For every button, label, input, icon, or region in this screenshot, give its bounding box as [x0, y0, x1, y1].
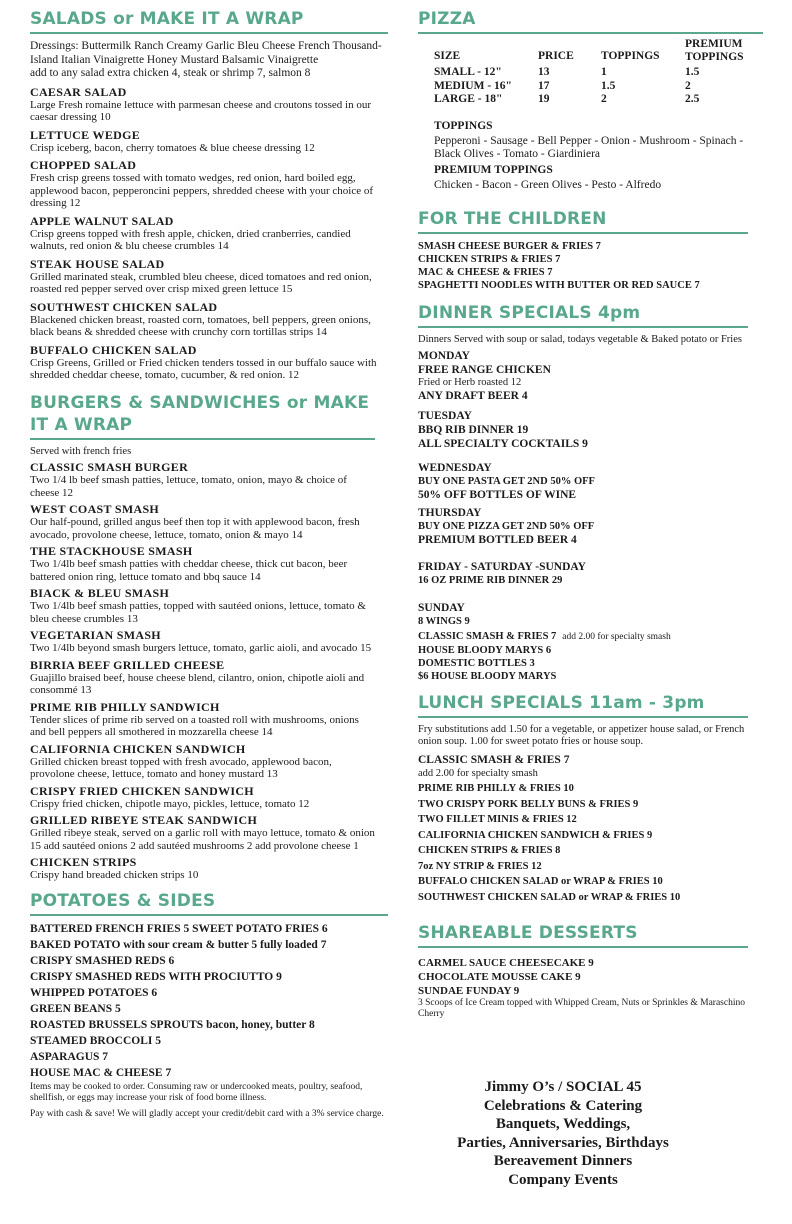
- burgers-rule: [30, 438, 375, 440]
- burger-item-desc: Grilled ribeye steak, served on a garlic roll with mayo lettuce, tomato & onion 15 add sautéed onions 2 add sautéed mushrooms 2 add provolone cheese 1: [30, 827, 375, 852]
- salads-rule: [30, 32, 388, 34]
- burgers-section: [30, 392, 390, 882]
- dinner-heading: DINNER SPECIALS 4pm: [418, 303, 641, 323]
- monday-drink: ANY DRAFT BEER 4: [418, 390, 528, 402]
- salads-list: [30, 85, 390, 382]
- salad-item-name: LETTUCE WEDGE: [30, 127, 141, 142]
- salad-item-name: STEAK HOUSE SALAD: [30, 256, 165, 271]
- salad-item: [30, 257, 390, 296]
- sunday-domestic-bottles: DOMESTIC BOTTLES 3: [418, 657, 535, 669]
- burger-item: [30, 784, 390, 811]
- side-item: STEAMED BROCCOLI 5: [30, 1034, 161, 1047]
- lunch-item: SOUTHWEST CHICKEN SALAD or WRAP & FRIES 10: [418, 891, 681, 903]
- burger-item: [30, 700, 390, 739]
- payment-note: Pay with cash & save! We will gladly accept your credit/debit card with a 3% service charge.: [30, 1108, 384, 1119]
- sunday-smash: CLASSIC SMASH & FRIES 7: [418, 631, 557, 642]
- promo-line-banquets: Banquets, Weddings,: [495, 1116, 631, 1132]
- lunch-section: [418, 692, 763, 904]
- dessert-sundae: SUNDAE FUNDAY 9: [418, 984, 520, 997]
- sides-rule: [30, 914, 388, 916]
- premium-toppings-list: Chicken - Bacon - Green Olives - Pesto - Alfredo: [434, 178, 662, 191]
- pizza-premium-price: 2.5: [685, 93, 700, 105]
- side-item: ROASTED BRUSSELS SPROUTS bacon, honey, butter 8: [30, 1018, 315, 1031]
- tuesday-drink: ALL SPECIALTY COCKTAILS 9: [418, 438, 588, 450]
- burger-item: [30, 742, 390, 781]
- pizza-row: [434, 93, 755, 107]
- lunch-item: TWO CRISPY PORK BELLY BUNS & FRIES 9: [418, 798, 639, 810]
- burger-item: [30, 628, 390, 655]
- pizza-size: LARGE - 18": [434, 93, 503, 105]
- burger-item-desc: Guajillo braised beef, house cheese blend, cilantro, onion, chipotle aioli and consommé 13: [30, 671, 365, 696]
- children-heading: FOR THE CHILDREN: [418, 209, 607, 229]
- lunch-item: TWO FILLET MINIS & FRIES 12: [418, 814, 577, 825]
- burger-item-desc: Two 1/4lb beef smash patties, topped with sautéed onions, lettuce, tomato & bleu cheese crumbles 13: [30, 600, 366, 625]
- lunch-heading: LUNCH SPECIALS 11am - 3pm: [418, 692, 705, 713]
- pizza-price: 19: [538, 93, 550, 105]
- pizza-col-premium: PREMIUM TOPPINGS: [685, 38, 744, 63]
- side-item: HOUSE MAC & CHEESE 7: [30, 1066, 172, 1079]
- salad-item-name: APPLE WALNUT SALAD: [30, 213, 174, 228]
- salads-addons: add to any salad extra chicken 4, steak or shrimp 7, salmon 8: [30, 67, 311, 79]
- burger-item: [30, 813, 390, 852]
- salad-item: [30, 300, 390, 339]
- salad-item: [30, 158, 390, 210]
- desserts-rule: [418, 946, 748, 948]
- pizza-col-toppings: TOPPINGS: [601, 49, 660, 62]
- promo-line-bereavement: Bereavement Dinners: [493, 1153, 633, 1169]
- food-safety-disclaimer: Items may be cooked to order. Consuming raw or undercooked meats, poultry, seafood, shellfish, or eggs may increase your risk of food borne illness.: [30, 1081, 363, 1103]
- salads-dressings: Dressings: Buttermilk Ranch Creamy Garlic Bleu Cheese French Thousand-Island Italian Vinaigrette Honey Mustard Balsamic Vinaigrette: [30, 40, 382, 66]
- burger-item: [30, 544, 390, 583]
- children-item: SPAGHETTI NOODLES WITH BUTTER OR RED SAUCE 7: [418, 280, 700, 291]
- monday-special: FREE RANGE CHICKEN: [418, 363, 551, 376]
- lunch-note: Fry substitutions add 1.50 for a vegetable, or appetizer house salad, or French onion soup. 1.00 for sweet potato fries or house soup.: [418, 723, 745, 747]
- toppings-list: Pepperoni - Sausage - Bell Pepper - Onion - Mushroom - Spinach - Black Olives - Tomato - Giardiniera: [434, 134, 744, 160]
- promo-line-parties: Parties, Anniversaries, Birthdays: [457, 1134, 669, 1151]
- thursday-special: BUY ONE PIZZA GET 2ND 50% OFF: [418, 521, 595, 532]
- salad-item: [30, 128, 390, 155]
- salad-item-name: CAESAR SALAD: [30, 84, 127, 99]
- right-column: [418, 8, 763, 1020]
- promo-line-venue: Jimmy O’s / SOCIAL 45: [484, 1079, 642, 1095]
- burgers-heading-line2: IT A WRAP: [30, 414, 133, 435]
- promo-line-company: Company Events: [508, 1171, 618, 1188]
- dessert-cheesecake: CARMEL SAUCE CHEESECAKE 9: [418, 956, 594, 969]
- burger-item-name: CLASSIC SMASH BURGER: [30, 460, 189, 474]
- salad-item-desc: Grilled marinated steak, crumbled bleu cheese, diced tomatoes and red onion, roasted red pepper served over crisp mixed green lettuce 15: [30, 270, 372, 295]
- pizza-price: 13: [538, 66, 550, 78]
- burger-item-name: GRILLED RIBEYE STEAK SANDWICH: [30, 813, 258, 827]
- weekend-label: FRIDAY - SATURDAY -SUNDAY: [418, 561, 586, 573]
- burger-item-name: CRISPY FRIED CHICKEN SANDWICH: [30, 783, 254, 798]
- burger-item: [30, 502, 390, 541]
- side-item: CRISPY SMASHED REDS 6: [30, 954, 175, 967]
- pizza-premium-price: 1.5: [685, 66, 700, 78]
- burgers-heading-line1: BURGERS & SANDWICHES or MAKE: [30, 392, 370, 413]
- thursday-label: THURSDAY: [418, 507, 482, 519]
- pizza-toppings-price: 2: [601, 93, 607, 105]
- sides-heading: POTATOES & SIDES: [30, 890, 216, 911]
- left-column: [30, 8, 390, 1120]
- pizza-size: MEDIUM - 16": [434, 79, 512, 92]
- lunch-list: [418, 782, 763, 904]
- salad-item-desc: Crisp greens topped with fresh apple, chicken, dried cranberries, candied walnuts, red onion & blu cheese crumbles 14: [30, 227, 351, 252]
- lunch-item: PRIME RIB PHILLY & FRIES 10: [418, 783, 574, 794]
- burger-item-name: BIACK & BLEU SMASH: [30, 586, 170, 600]
- burgers-list: [30, 460, 390, 882]
- pizza-heading: PIZZA: [418, 9, 476, 29]
- pizza-toppings-price: 1.5: [601, 79, 616, 92]
- pizza-row: [434, 80, 755, 94]
- sides-section: [30, 890, 390, 1121]
- pizza-size: SMALL - 12": [434, 66, 502, 78]
- burger-item-desc: Our half-pound, grilled angus beef then top it with applewood bacon, fresh avocado, provolone cheese, lettuce, tomato, onion & mayo 14: [30, 516, 360, 541]
- salad-item-name: SOUTHWEST CHICKEN SALAD: [30, 299, 218, 314]
- salad-item-name: CHOPPED SALAD: [30, 158, 137, 172]
- promo-block: [418, 1078, 708, 1189]
- side-item: BATTERED FRENCH FRIES 5 SWEET POTATO FRIES 6: [30, 922, 328, 935]
- lunch-item: CALIFORNIA CHICKEN SANDWICH & FRIES 9: [418, 829, 653, 841]
- desserts-section: [418, 922, 763, 1020]
- desserts-heading: SHAREABLE DESSERTS: [418, 922, 638, 943]
- pizza-col-price: PRICE: [538, 49, 574, 62]
- children-item: SMASH CHEESE BURGER & FRIES 7: [418, 241, 601, 252]
- burger-item-desc: Two 1/4lb beyond smash burgers lettuce, tomato, garlic aioli, and avocado 15: [30, 642, 372, 654]
- weekend-special: 16 OZ PRIME RIB DINNER 29: [418, 575, 563, 586]
- sunday-house-bloody-marys: $6 HOUSE BLOODY MARYS: [418, 670, 557, 682]
- burger-item-desc: Tender slices of prime rib served on a toasted roll with mushrooms, onions and bell peppers all smothered in mozzarella cheese 14: [30, 713, 359, 738]
- burger-item-desc: Crispy hand breaded chicken strips 10: [30, 869, 199, 881]
- salad-item-name: BUFFALO CHICKEN SALAD: [30, 342, 197, 357]
- sunday-wings: 8 WINGS 9: [418, 616, 470, 627]
- lunch-item: CHICKEN STRIPS & FRIES 8: [418, 845, 561, 856]
- premium-toppings-label: PREMIUM TOPPINGS: [434, 163, 553, 176]
- salads-heading: SALADS or MAKE IT A WRAP: [30, 9, 304, 29]
- children-list: [418, 240, 763, 292]
- side-item: CRISPY SMASHED REDS WITH PROCIUTTO 9: [30, 970, 282, 983]
- dinner-section: [418, 302, 763, 683]
- pizza-header-row: [434, 38, 755, 63]
- dessert-mousse-cake: CHOCOLATE MOUSSE CAKE 9: [418, 970, 581, 983]
- salad-item-desc: Crisp iceberg, bacon, cherry tomatoes & blue cheese dressing 12: [30, 141, 315, 154]
- monday-special-desc: Fried or Herb roasted 12: [418, 376, 522, 388]
- burger-item-name: THE STACKHOUSE SMASH: [30, 544, 193, 558]
- children-item: MAC & CHEESE & FRIES 7: [418, 267, 553, 278]
- lunch-item: BUFFALO CHICKEN SALAD or WRAP & FRIES 10: [418, 876, 663, 887]
- wednesday-special: BUY ONE PASTA GET 2ND 50% OFF: [418, 476, 595, 487]
- children-rule: [418, 232, 748, 234]
- children-item: CHICKEN STRIPS & FRIES 7: [418, 254, 561, 265]
- side-item: BAKED POTATO with sour cream & butter 5 fully loaded 7: [30, 938, 327, 951]
- side-item: WHIPPED POTATOES 6: [30, 986, 158, 999]
- burger-item-name: CALIFORNIA CHICKEN SANDWICH: [30, 741, 246, 756]
- burger-item-desc: Crispy fried chicken, chipotle mayo, pickles, lettuce, tomato 12: [30, 797, 310, 810]
- toppings-label: TOPPINGS: [434, 119, 493, 132]
- sunday-bloody-marys: HOUSE BLOODY MARYS 6: [418, 644, 552, 656]
- pizza-price-table: [434, 38, 755, 107]
- burger-item-desc: Two 1/4 lb beef smash patties, lettuce, tomato, onion, mayo & choice of cheese 12: [30, 474, 347, 499]
- burger-item: [30, 586, 390, 625]
- monday-label: MONDAY: [418, 349, 470, 362]
- pizza-row: [434, 66, 755, 80]
- promo-line-celebrations: Celebrations & Catering: [483, 1097, 643, 1114]
- sunday-smash-row: [418, 628, 763, 644]
- burger-item-name: PRIME RIB PHILLY SANDWICH: [30, 699, 220, 714]
- pizza-price: 17: [538, 79, 550, 92]
- salad-item-desc: Fresh crisp greens tossed with tomato wedges, red onion, hard boiled egg, applewood bacon, pepperoncini peppers, shredded cheese with your choice of dressing 12: [30, 172, 374, 209]
- pizza-rule: [418, 32, 763, 34]
- lunch-rule: [418, 716, 748, 718]
- sunday-label: SUNDAY: [418, 602, 465, 614]
- lunch-first-note: add 2.00 for specialty smash: [418, 767, 538, 779]
- salad-item-desc: Crisp Greens, Grilled or Fried chicken tenders tossed in our buffalo sauce with shredded cheddar cheese, tomato, cucumber, & red onion. 12: [30, 356, 377, 381]
- side-item: GREEN BEANS 5: [30, 1002, 121, 1015]
- burger-item-name: BIRRIA BEEF GRILLED CHEESE: [30, 657, 225, 672]
- burger-item-name: CHICKEN STRIPS: [30, 855, 137, 869]
- tuesday-special: BBQ RIB DINNER 19: [418, 424, 529, 436]
- burger-item-name: WEST COAST SMASH: [30, 502, 160, 516]
- pizza-col-size: SIZE: [434, 49, 461, 62]
- children-section: [418, 208, 763, 292]
- wednesday-drink: 50% OFF BOTTLES OF WINE: [418, 489, 577, 501]
- burger-item: [30, 658, 390, 697]
- side-item: ASPARAGUS 7: [30, 1050, 109, 1063]
- pizza-section: [418, 8, 763, 192]
- dinner-note: Dinners Served with soup or salad, todays vegetable & Baked potato or Fries: [418, 334, 742, 345]
- sides-list: [30, 922, 390, 1080]
- salad-item: [30, 85, 390, 124]
- burger-item-desc: Grilled chicken breast topped with fresh avocado, applewood bacon, provolone cheese, lettuce, tomato and honey mustard 13: [30, 755, 332, 780]
- lunch-first-item: CLASSIC SMASH & FRIES 7: [418, 753, 570, 766]
- burger-item-name: VEGETARIAN SMASH: [30, 628, 161, 642]
- salad-item-desc: Large Fresh romaine lettuce with parmesan cheese and croutons tossed in our caesar dressing 10: [30, 98, 371, 123]
- salad-item: [30, 343, 390, 382]
- pizza-premium-price: 2: [685, 79, 691, 92]
- pizza-toppings-price: 1: [601, 66, 607, 78]
- salad-item: [30, 214, 390, 253]
- burgers-note: Served with french fries: [30, 445, 132, 457]
- burger-item-desc: Two 1/4lb beef smash patties with cheddar cheese, thick cut bacon, beer battered onion ring, lettuce tomato and bbq sauce 14: [30, 558, 348, 583]
- burger-item: [30, 460, 390, 499]
- dinner-rule: [418, 326, 748, 328]
- sunday-smash-note: add 2.00 for specialty smash: [562, 632, 671, 642]
- tuesday-label: TUESDAY: [418, 410, 472, 422]
- salad-item-desc: Blackened chicken breast, roasted corn, tomatoes, bell peppers, green onions, black beans & shredded cheese with crunchy corn tortillas strips 14: [30, 313, 371, 338]
- dessert-sundae-desc: 3 Scoops of Ice Cream topped with Whipped Cream, Nuts or Sprinkles & Maraschino Cherry: [418, 997, 745, 1019]
- lunch-item: 7oz NY STRIP & FRIES 12: [418, 860, 542, 872]
- burger-item: [30, 855, 390, 882]
- wednesday-label: WEDNESDAY: [418, 462, 492, 474]
- salads-section: [30, 8, 390, 382]
- thursday-drink: PREMIUM BOTTLED BEER 4: [418, 534, 577, 546]
